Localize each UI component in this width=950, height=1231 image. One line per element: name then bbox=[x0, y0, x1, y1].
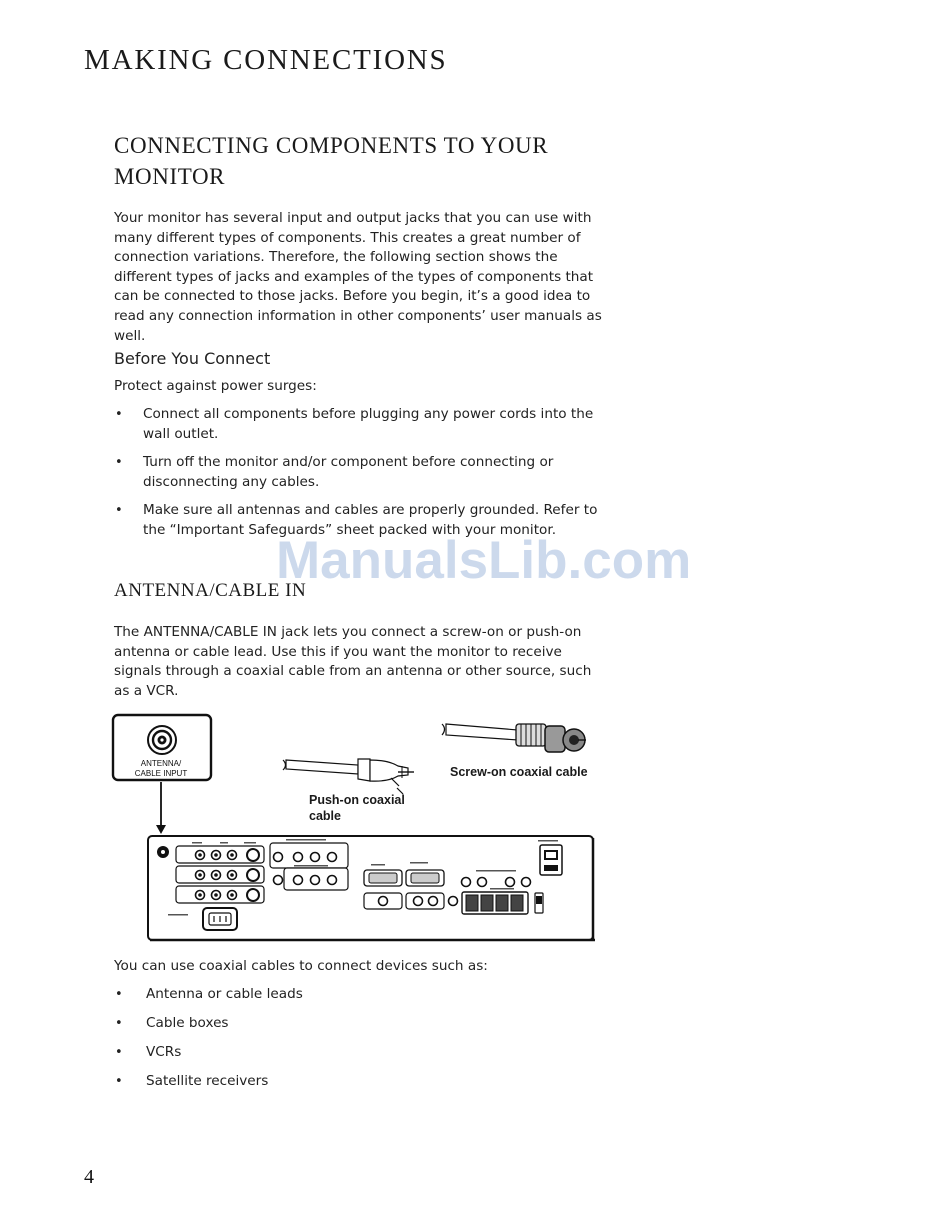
connection-diagram bbox=[108, 710, 598, 942]
list-item: • Cable boxes bbox=[114, 1014, 414, 1034]
section-title: CONNECTING COMPONENTS TO YOUR MONITOR bbox=[114, 133, 549, 189]
watermark: ManualsLib.com bbox=[276, 531, 692, 590]
page-title: MAKING CONNECTIONS bbox=[84, 44, 448, 76]
list-item: • VCRs bbox=[114, 1043, 414, 1063]
push-on-cable-label: Push-on coaxial cable bbox=[309, 793, 405, 823]
antenna-paragraph: The ANTENNA/CABLE IN jack lets you connect a screw-on or push-on antenna or cable lead. Use this if you want the monitor to receive signals through a coaxial cable from an antenna or other source, such as a VCR. bbox=[114, 624, 592, 699]
list-item: • Make sure all antennas and cables are properly grounded. Refer to the “Important Safeguards” sheet packed with your monitor. bbox=[114, 501, 604, 540]
list-item: • Satellite receivers bbox=[114, 1072, 414, 1092]
coax-device-list bbox=[114, 985, 414, 1101]
intro-paragraph: Your monitor has several input and output jacks that you can use with many different types of components. This creates a great number of connection variations. Therefore, the following section shows the different types of jacks and examples of the types of components that can be connected to those jacks. Before you begin, it’s a good idea to read any connection information in other components’ user manuals as well. bbox=[114, 210, 602, 344]
page-number: 4 bbox=[84, 1166, 94, 1188]
antenna-heading: ANTENNA/CABLE IN bbox=[114, 580, 307, 601]
antenna-jack-label: ANTENNA/ CABLE INPUT bbox=[134, 759, 188, 778]
protect-lead: Protect against power surges: bbox=[114, 378, 317, 394]
list-item: • Connect all components before plugging any power cords into the wall outlet. bbox=[114, 405, 604, 444]
list-item: • Turn off the monitor and/or component before connecting or disconnecting any cables. bbox=[114, 453, 604, 492]
coax-lead: You can use coaxial cables to connect devices such as: bbox=[114, 958, 488, 974]
back-panel bbox=[148, 836, 595, 940]
list-item: • Antenna or cable leads bbox=[114, 985, 414, 1005]
screw-on-cable-label: Screw-on coaxial cable bbox=[450, 765, 588, 779]
screw-on-cable-icon bbox=[442, 724, 586, 752]
push-on-cable-icon bbox=[283, 759, 414, 794]
precaution-list bbox=[114, 405, 604, 550]
before-connect-heading: Before You Connect bbox=[114, 349, 271, 368]
